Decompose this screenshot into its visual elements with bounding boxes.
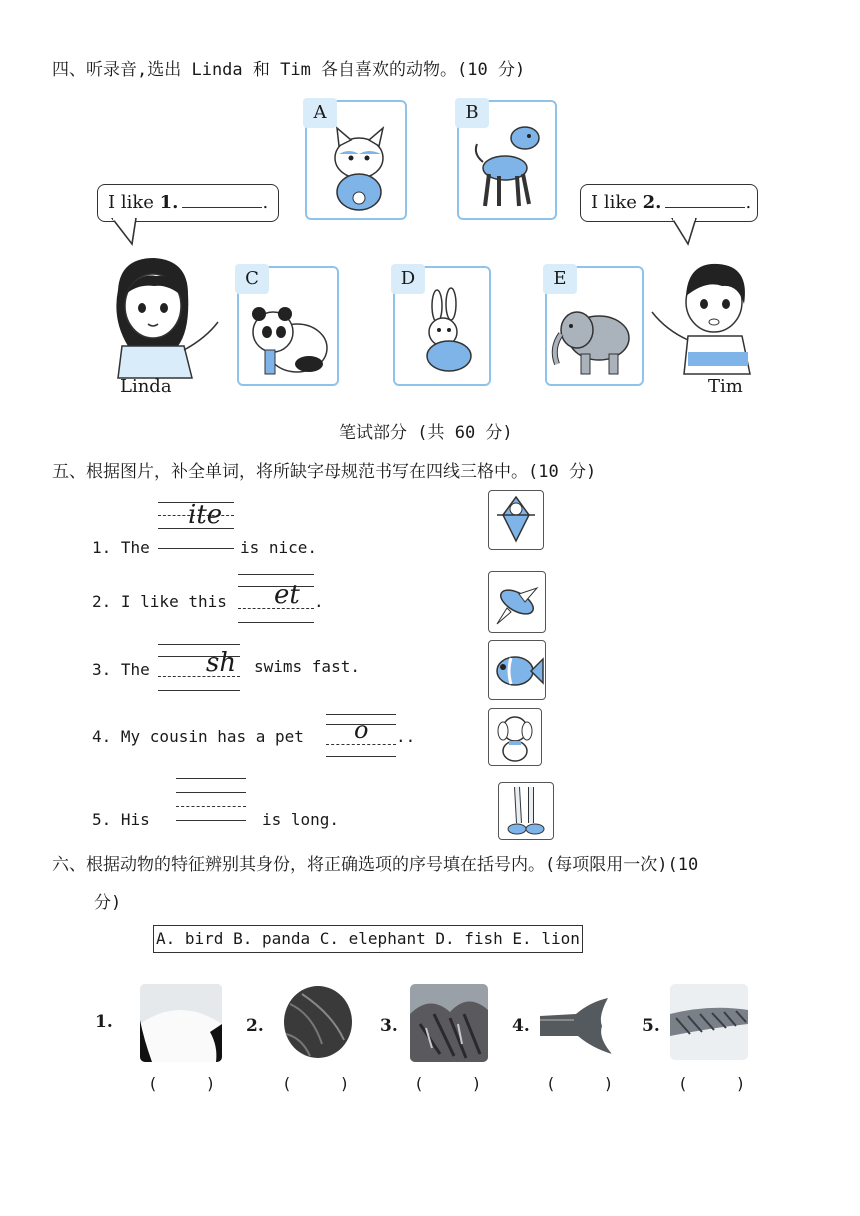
- s6-item4-photo: [540, 996, 612, 1056]
- s6-item2-num: 2.: [246, 1016, 264, 1036]
- s5-item1-fourline: ite: [158, 502, 234, 550]
- s5-item3-picture: [488, 640, 546, 700]
- s6-item1-paren: ( ): [148, 1074, 216, 1093]
- s5-item2-fourline: et: [238, 574, 314, 624]
- s5-item5-before: 5. His: [92, 810, 150, 829]
- bubble-tail-left: [110, 218, 140, 246]
- plane-icon: [489, 572, 545, 632]
- s6-item1-num: 1.: [95, 1012, 113, 1032]
- elephant-head-icon: [282, 984, 355, 1062]
- s5-item2-picture: [488, 571, 546, 633]
- section5-title: 五、根据图片，补全单词，将所缺字母规范书写在四线三格中。(10 分): [52, 462, 597, 482]
- kite-icon: [489, 491, 543, 549]
- s5-item2-after: .: [314, 592, 324, 611]
- s5-item5-fourline: [176, 778, 246, 822]
- section6-title-line2: 分): [94, 893, 122, 913]
- cat-icon: [307, 102, 405, 218]
- s6-item2-paren: ( ): [282, 1074, 350, 1093]
- s6-item4-num: 4.: [512, 1016, 530, 1036]
- boy-tim-icon: [646, 250, 758, 380]
- bubble-tail-right: [668, 218, 698, 246]
- s6-item5-paren: ( ): [678, 1074, 746, 1093]
- s5-item1-picture: [488, 490, 544, 550]
- s5-item1-after: is nice.: [240, 538, 318, 557]
- s6-item3-num: 3.: [380, 1016, 398, 1036]
- card-e: E: [545, 266, 644, 386]
- s6-item5-num: 5.: [642, 1016, 660, 1036]
- s6-item4-paren: ( ): [546, 1074, 614, 1093]
- options-box: A. bird B. panda C. elephant D. fish E. lion: [153, 925, 583, 953]
- s5-item3-fourline: sh: [158, 644, 240, 692]
- section4-title: 四、听录音,选出 Linda 和 Tim 各自喜欢的动物。(10 分): [52, 60, 526, 80]
- s6-item5-photo: [670, 984, 748, 1060]
- card-a: A: [305, 100, 407, 220]
- section6-title-line1: 六、根据动物的特征辨别其身份，将正确选项的序号填在括号内。(每项限用一次)(10: [52, 855, 699, 875]
- s5-item4-fourline: o: [326, 714, 396, 758]
- s6-item1-photo: [140, 984, 222, 1062]
- panda-ear-icon: [140, 984, 222, 1062]
- card-d: D: [393, 266, 491, 386]
- s5-item5-picture: [498, 782, 554, 840]
- boy-name: Tim: [708, 376, 743, 397]
- s5-item5-after: is long.: [262, 810, 340, 829]
- written-section-header: 笔试部分 (共 60 分): [339, 423, 513, 443]
- s5-item4-before: 4. My cousin has a pet: [92, 727, 304, 746]
- rabbit-icon: [395, 268, 489, 384]
- s5-item2-before: 2. I like this: [92, 592, 227, 611]
- panda-icon: [239, 268, 337, 384]
- s5-item3-before: 3. The: [92, 660, 150, 679]
- s5-item1-before: 1. The: [92, 538, 150, 557]
- girl-linda-icon: [98, 250, 220, 380]
- s5-item3-after: swims fast.: [254, 657, 360, 676]
- girl-name: Linda: [120, 376, 172, 397]
- dog-icon: [489, 709, 541, 765]
- card-c: C: [237, 266, 339, 386]
- fish-tail-icon: [540, 996, 612, 1056]
- s6-item3-paren: ( ): [414, 1074, 482, 1093]
- legs-icon: [499, 783, 553, 839]
- s6-item2-photo: [282, 984, 355, 1062]
- s5-item4-picture: [488, 708, 542, 766]
- fish-icon: [489, 641, 545, 699]
- bubble-tim: I like 2. .: [580, 184, 758, 222]
- card-b: B: [457, 100, 557, 220]
- elephant-icon: [547, 268, 642, 384]
- s5-item4-after: ..: [396, 727, 416, 746]
- lion-mane-icon: [410, 984, 488, 1062]
- bird-wing-icon: [670, 984, 748, 1060]
- s6-item3-photo: [410, 984, 488, 1062]
- bubble-linda: I like 1. .: [97, 184, 279, 222]
- dog-icon: [459, 102, 555, 218]
